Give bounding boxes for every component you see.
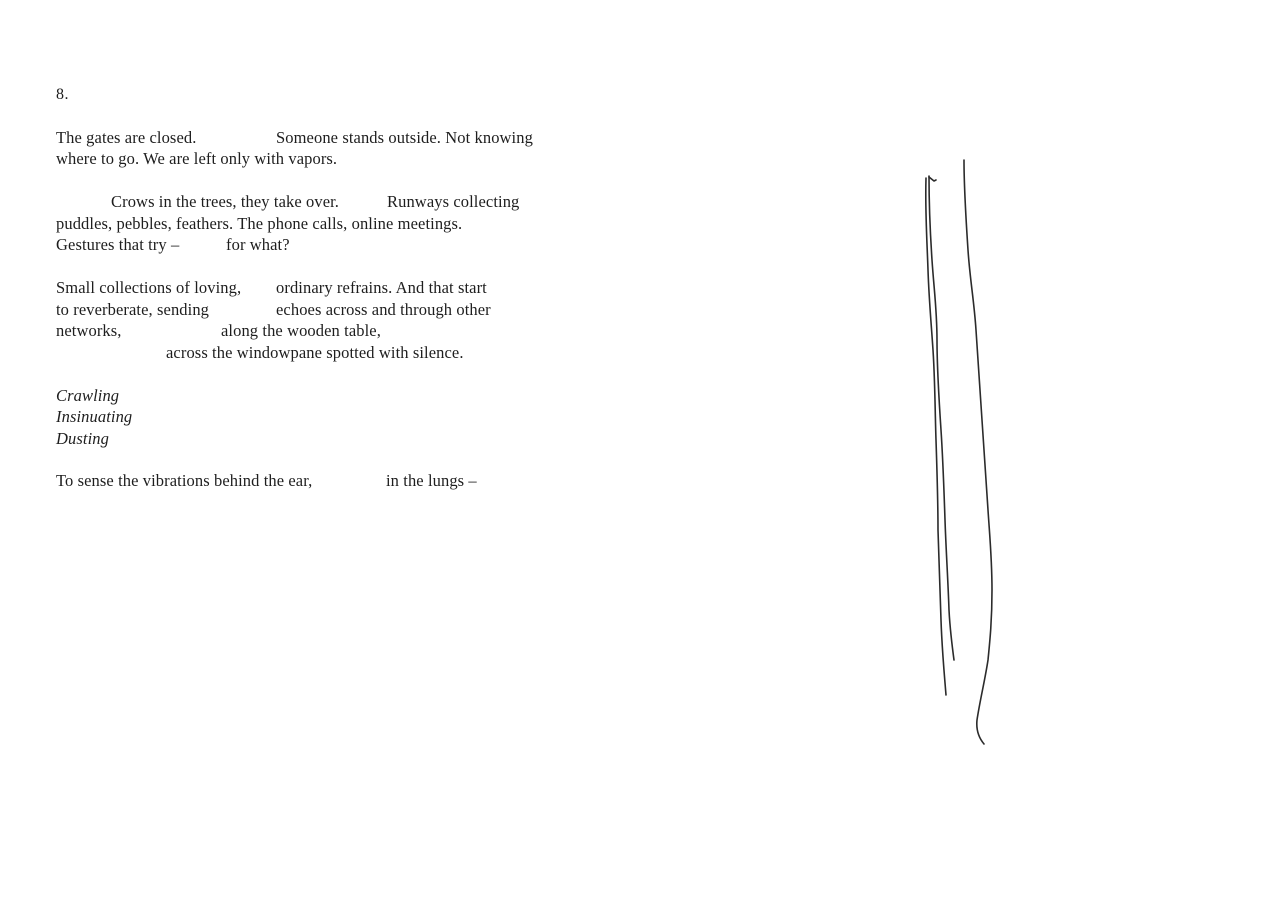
left-strand-outer <box>926 178 946 695</box>
stanza-3-line-2a: to reverberate, sending <box>56 300 210 319</box>
stanza-1-line-2: where to go. We are left only with vapors. <box>56 149 338 168</box>
left-strand-hook <box>929 177 936 181</box>
stanza-1-line-1b: Someone stands outside. Not knowing <box>276 128 533 147</box>
stanza-2-line-1b: Runways collecting <box>387 192 520 211</box>
stanza-3-line-1a: Small collections of loving, <box>56 278 242 297</box>
hand-drawn-vertical-lines-illustration <box>900 150 1020 760</box>
stanza-1-line-1a: The gates are closed. <box>56 128 197 147</box>
stanza-3-line-4: across the windowpane spotted with silence. <box>166 343 464 362</box>
stanza-4-line-3: Dusting <box>56 429 109 448</box>
stanza-3-line-3a: networks, <box>56 321 122 340</box>
stanza-4-line-1: Crawling <box>56 386 120 405</box>
stanza-2-line-2: puddles, pebbles, feathers. The phone calls, online meetings. <box>56 214 463 233</box>
section-number: 8. <box>56 86 69 103</box>
stanza-2-line-1a: Crows in the trees, they take over. <box>111 192 340 211</box>
stanza-3-line-1b: ordinary refrains. And that start <box>276 278 487 297</box>
stanza-2-line-3b: for what? <box>226 235 290 254</box>
stanza-3-line-2b: echoes across and through other <box>276 300 491 319</box>
stanza-5-line-1a: To sense the vibrations behind the ear, <box>56 471 313 490</box>
left-strand-inner <box>929 176 954 660</box>
stanza-5-line-1b: in the lungs – <box>386 471 477 490</box>
stanza-4-line-2: Insinuating <box>56 407 133 426</box>
right-strand <box>964 160 992 744</box>
stanza-3-line-3b: along the wooden table, <box>221 321 381 340</box>
stanza-2-line-3a: Gestures that try – <box>56 235 180 254</box>
